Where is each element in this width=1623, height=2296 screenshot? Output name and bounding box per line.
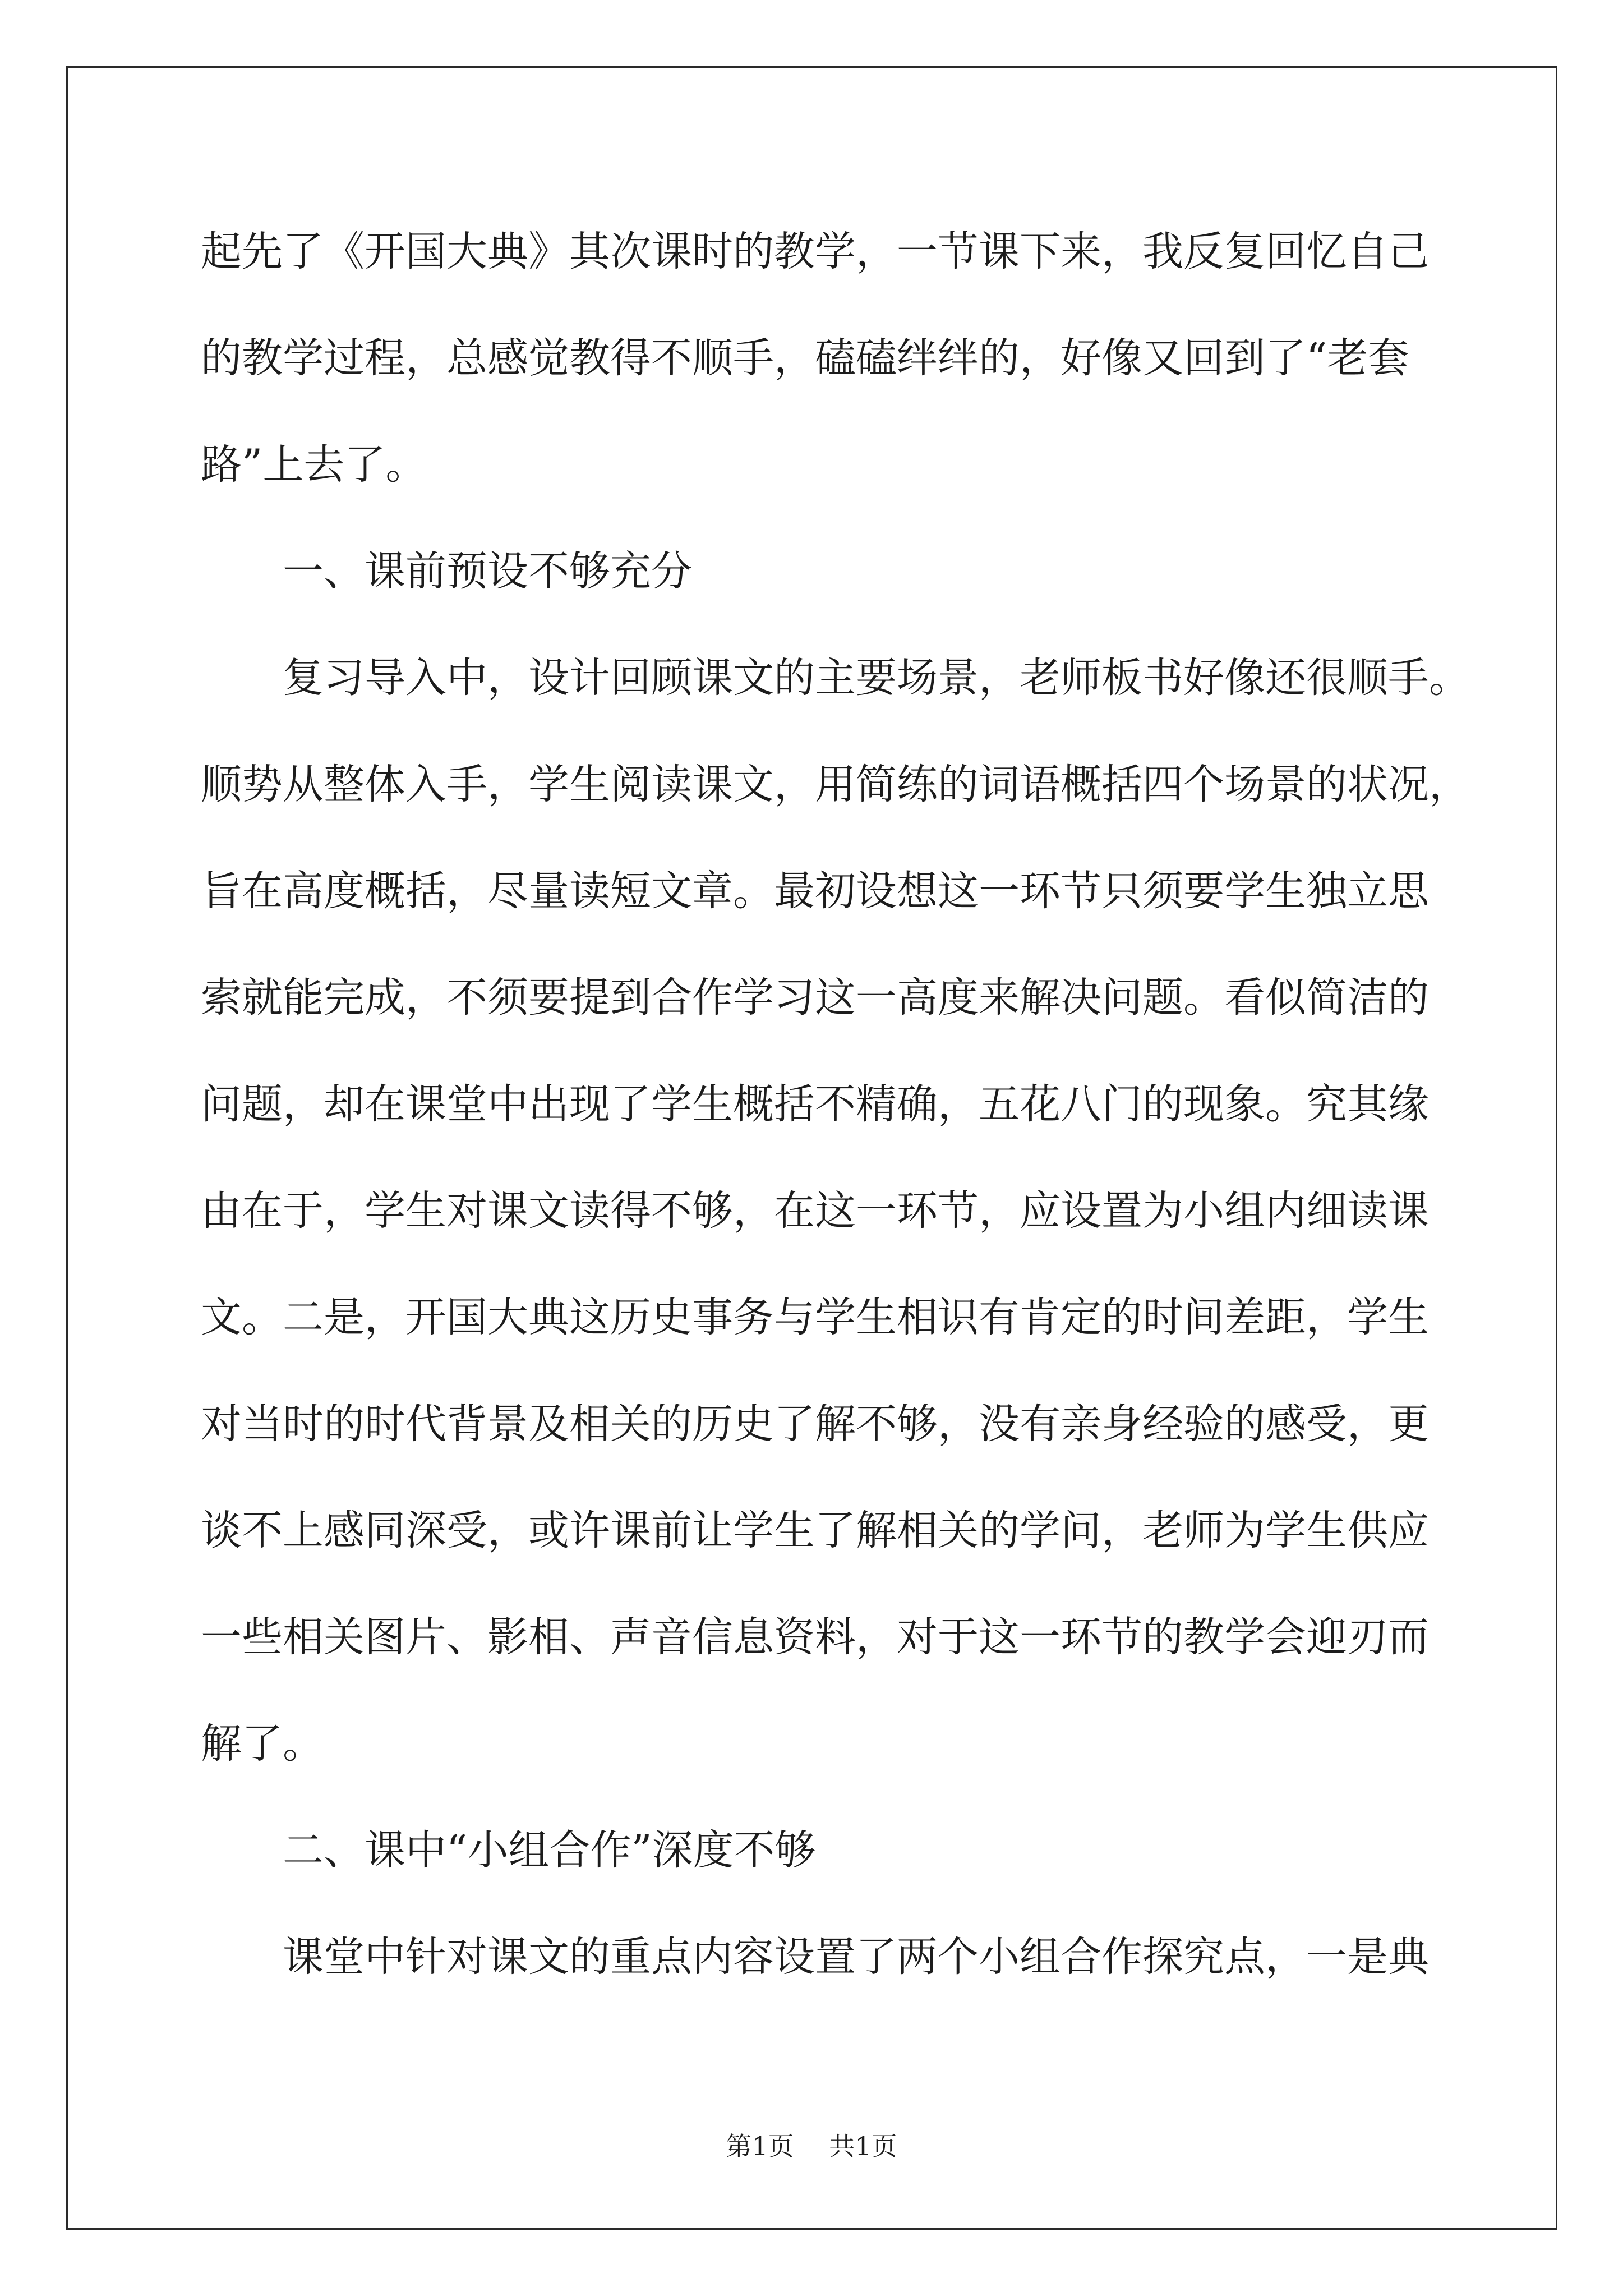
page-total: 共1页 — [829, 2131, 897, 2161]
text-line: 一些相关图片、影相、声音信息资料，对于这一环节的教学会迎刃而 — [201, 1613, 1429, 1661]
text-line: 问题，却在课堂中出现了学生概括不精确，五花八门的现象。究其缘 — [201, 1080, 1429, 1128]
section-heading: 一、课前预设不够充分 — [283, 547, 692, 595]
page-number: 第1页 — [726, 2131, 794, 2161]
section-heading: 二、课中“小组合作”深度不够 — [283, 1826, 816, 1874]
text-line: 顺势从整体入手，学生阅读课文，用简练的词语概括四个场景的状况， — [201, 761, 1470, 808]
text-line: 课堂中针对课文的重点内容设置了两个小组合作探究点，一是典 — [283, 1933, 1429, 1981]
text-line: 对当时的时代背景及相关的历史了解不够，没有亲身经验的感受，更 — [201, 1400, 1429, 1448]
text-line: 由在于，学生对课文读得不够，在这一环节，应设置为小组内细读课 — [201, 1187, 1429, 1235]
text-line: 索就能完成，不须要提到合作学习这一高度来解决问题。看似简洁的 — [201, 974, 1429, 1022]
document-body — [201, 199, 1536, 2010]
page-footer — [0, 2129, 1623, 2163]
text-line: 的教学过程，总感觉教得不顺手，磕磕绊绊的，好像又回到了“老套 — [201, 334, 1409, 382]
text-line: 文。二是，开国大典这历史事务与学生相识有肯定的时间差距，学生 — [201, 1294, 1429, 1341]
text-line: 谈不上感同深受，或许课前让学生了解相关的学问，老师为学生供应 — [201, 1507, 1429, 1554]
text-line: 解了。 — [201, 1720, 324, 1768]
text-line: 旨在高度概括，尽量读短文章。最初设想这一环节只须要学生独立思 — [201, 867, 1429, 915]
text-line: 复习导入中，设计回顾课文的主要场景，老师板书好像还很顺手。 — [283, 654, 1470, 702]
text-line: 路”上去了。 — [201, 441, 427, 489]
text-line: 起先了《开国大典》其次课时的教学，一节课下来，我反复回忆自己 — [201, 228, 1429, 275]
